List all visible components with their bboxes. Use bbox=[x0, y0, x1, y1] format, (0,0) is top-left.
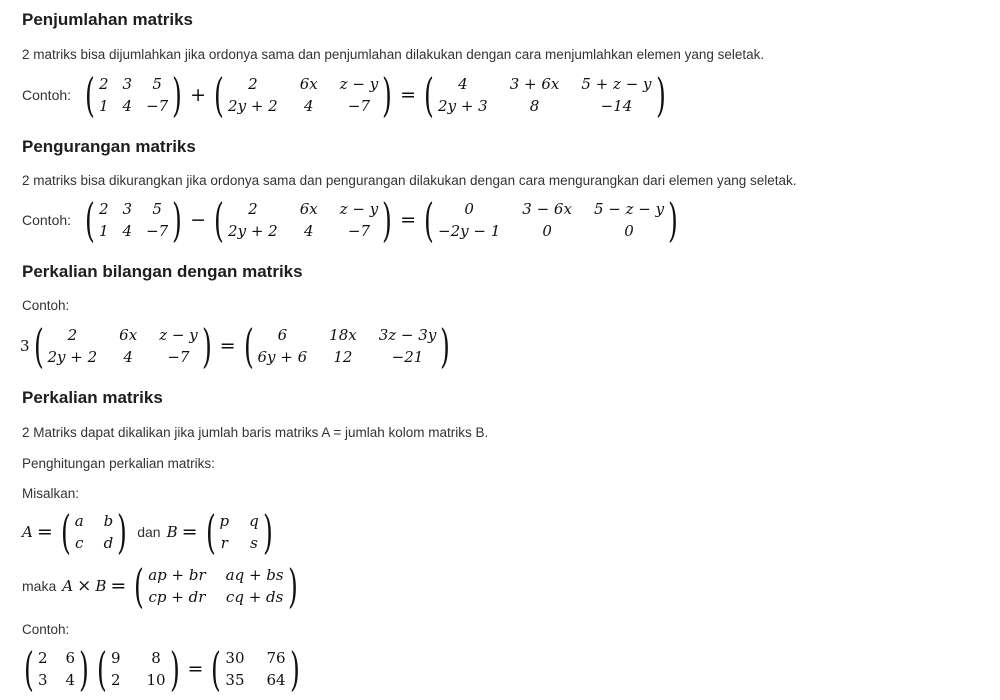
parenthesis: ( bbox=[205, 505, 216, 559]
parenthesis: ( bbox=[214, 193, 225, 247]
cell: z − y bbox=[339, 200, 379, 218]
scalar: 3 bbox=[20, 337, 30, 355]
parenthesis: ( bbox=[243, 319, 254, 373]
equals-operator: = bbox=[400, 84, 417, 106]
heading-perkalian-matriks: Perkalian matriks bbox=[22, 388, 163, 407]
cell: 4 bbox=[458, 75, 468, 93]
label-misalkan: Misalkan: bbox=[22, 486, 80, 501]
equals-operator: = bbox=[36, 521, 53, 543]
matrix-y bbox=[93, 642, 184, 696]
cell: 4 bbox=[123, 348, 133, 366]
cell: r bbox=[220, 534, 228, 552]
parenthesis: ( bbox=[97, 642, 107, 696]
cell: −7 bbox=[347, 97, 371, 115]
cell: 1 bbox=[99, 97, 109, 115]
parenthesis: ) bbox=[172, 193, 183, 247]
cell: 8 bbox=[151, 649, 161, 667]
var-b: B bbox=[166, 523, 178, 541]
cell: 2 bbox=[67, 326, 78, 344]
matrix-z bbox=[207, 642, 303, 696]
parenthesis: ( bbox=[33, 319, 44, 373]
parenthesis: ) bbox=[262, 505, 273, 559]
label-contoh: Contoh: bbox=[22, 87, 72, 103]
parenthesis: ( bbox=[85, 193, 95, 247]
cell: −7 bbox=[347, 222, 371, 240]
cell: 2y + 3 bbox=[438, 97, 488, 115]
cell: −7 bbox=[167, 348, 190, 366]
parenthesis: ( bbox=[24, 642, 34, 696]
parenthesis: ) bbox=[172, 68, 183, 122]
parenthesis: ) bbox=[201, 319, 212, 373]
parenthesis: ) bbox=[169, 642, 180, 696]
cell: 12 bbox=[333, 348, 353, 366]
cell: 35 bbox=[225, 671, 245, 689]
desc-pengurangan: 2 matriks bisa dikurangkan jika ordonya sama dan pengurangan dilakukan dengan cara mengurangkan dari elemen yang seletak. bbox=[22, 173, 797, 188]
cell: 9 bbox=[110, 649, 121, 667]
cell: c bbox=[74, 534, 84, 552]
heading-penjumlahan: Penjumlahan matriks bbox=[22, 10, 194, 29]
cell: −21 bbox=[391, 348, 424, 366]
matrix-b bbox=[210, 193, 396, 247]
cell: 3 bbox=[122, 75, 133, 93]
plus-operator: + bbox=[190, 84, 207, 106]
matrix-result bbox=[420, 68, 669, 122]
cell: 6y + 6 bbox=[257, 348, 308, 366]
cell: ap + br bbox=[148, 566, 206, 584]
cell: 5 bbox=[152, 200, 162, 218]
example-penjumlahan bbox=[22, 68, 669, 122]
cell: p bbox=[219, 512, 230, 530]
cell: b bbox=[103, 512, 114, 530]
desc-penjumlahan: 2 matriks bisa dijumlahkan jika ordonya sama dan penjumlahan dilakukan dengan cara menjumlahkan elemen yang seletak. bbox=[22, 47, 765, 62]
parenthesis: ) bbox=[79, 642, 89, 696]
cell: 0 bbox=[542, 222, 552, 240]
cell: 2y + 2 bbox=[47, 348, 98, 366]
cell: −7 bbox=[146, 222, 169, 240]
label-contoh: Contoh: bbox=[22, 298, 70, 313]
text-maka: maka bbox=[22, 578, 57, 594]
cell: 2 bbox=[248, 75, 258, 93]
cell: 6x bbox=[119, 326, 138, 344]
parenthesis: ( bbox=[211, 642, 222, 696]
cell: 5 bbox=[152, 75, 162, 93]
cell: −14 bbox=[600, 97, 633, 115]
cell: 6x bbox=[299, 75, 318, 93]
cell: 2 bbox=[248, 200, 258, 218]
cell: 4 bbox=[122, 97, 133, 115]
matrix-a bbox=[81, 193, 186, 247]
cell: z − y bbox=[159, 326, 198, 344]
label-contoh: Contoh: bbox=[22, 622, 70, 637]
label-contoh: Contoh: bbox=[22, 212, 72, 228]
example-perkalian-matriks bbox=[20, 642, 304, 696]
cell: 3 bbox=[37, 671, 48, 689]
cell: cq + ds bbox=[225, 588, 284, 606]
cell: −7 bbox=[146, 97, 169, 115]
parenthesis: ( bbox=[60, 505, 71, 559]
parenthesis: ( bbox=[424, 193, 435, 247]
matrix-b bbox=[210, 68, 396, 122]
cell: 3 bbox=[122, 200, 133, 218]
cell: s bbox=[250, 534, 258, 552]
cell: 4 bbox=[303, 97, 314, 115]
equals-operator: = bbox=[219, 335, 236, 357]
parenthesis: ( bbox=[214, 68, 225, 122]
matrix-product bbox=[130, 559, 301, 613]
cell: 2 bbox=[99, 75, 109, 93]
cell: 76 bbox=[266, 649, 286, 667]
cell: 2 bbox=[99, 200, 109, 218]
parenthesis: ) bbox=[655, 68, 666, 122]
equals-operator: = bbox=[187, 658, 204, 680]
cell: 3 − 6x bbox=[522, 200, 572, 218]
parenthesis: ) bbox=[287, 559, 298, 613]
var-b: B bbox=[95, 577, 107, 595]
matrix-result bbox=[420, 193, 682, 247]
cell: 64 bbox=[266, 671, 286, 689]
cell: 30 bbox=[225, 649, 245, 667]
var-a: A bbox=[62, 577, 74, 595]
times-operator: × bbox=[77, 576, 92, 596]
cell: 2 bbox=[110, 671, 121, 689]
example-perkalian-bilangan bbox=[20, 319, 454, 373]
definition-a-b bbox=[22, 505, 277, 559]
parenthesis: ( bbox=[85, 68, 95, 122]
cell: z − y bbox=[339, 75, 379, 93]
cell: 5 − z − y bbox=[593, 200, 665, 218]
cell: 0 bbox=[624, 222, 634, 240]
parenthesis: ) bbox=[382, 193, 393, 247]
matrix-b bbox=[30, 319, 216, 373]
equals-operator: = bbox=[400, 209, 417, 231]
parenthesis: ( bbox=[424, 68, 435, 122]
desc-penghitungan: Penghitungan perkalian matriks: bbox=[22, 456, 215, 471]
cell: 2y + 2 bbox=[228, 222, 278, 240]
example-pengurangan bbox=[22, 193, 682, 247]
text-dan: dan bbox=[137, 524, 161, 540]
cell: 2y + 2 bbox=[228, 97, 278, 115]
cell: aq + bs bbox=[225, 566, 284, 584]
cell: 4 bbox=[303, 222, 314, 240]
cell: 4 bbox=[122, 222, 133, 240]
cell: 5 + z − y bbox=[581, 75, 652, 93]
parenthesis: ) bbox=[117, 505, 128, 559]
minus-operator: − bbox=[190, 209, 207, 231]
cell: 0 bbox=[464, 200, 474, 218]
matrix-result bbox=[240, 319, 455, 373]
matrix-a bbox=[81, 68, 186, 122]
parenthesis: ( bbox=[134, 559, 145, 613]
var-a: A bbox=[22, 523, 33, 541]
cell: q bbox=[249, 512, 259, 530]
cell: d bbox=[103, 534, 114, 552]
cell: 6 bbox=[65, 649, 76, 667]
matrix-x bbox=[20, 642, 93, 696]
parenthesis: ) bbox=[668, 193, 678, 247]
parenthesis: ) bbox=[382, 68, 393, 122]
cell: 2 bbox=[37, 649, 48, 667]
cell: 8 bbox=[529, 97, 540, 115]
desc-perkalian-matriks: 2 Matriks dapat dikalikan jika jumlah baris matriks A = jumlah kolom matriks B. bbox=[22, 425, 489, 440]
matrix-b bbox=[202, 505, 277, 559]
matrix-a bbox=[57, 505, 131, 559]
heading-pengurangan: Pengurangan matriks bbox=[22, 137, 196, 156]
equals-operator: = bbox=[181, 521, 198, 543]
parenthesis: ) bbox=[289, 642, 300, 696]
cell: 3z − 3y bbox=[378, 326, 437, 344]
cell: 4 bbox=[65, 671, 76, 689]
cell: 6 bbox=[277, 326, 288, 344]
cell: cp + dr bbox=[148, 588, 206, 606]
product-formula bbox=[22, 559, 302, 613]
heading-perkalian-bilangan: Perkalian bilangan dengan matriks bbox=[22, 262, 303, 281]
cell: 6x bbox=[299, 200, 318, 218]
cell: 1 bbox=[99, 222, 109, 240]
cell: 10 bbox=[146, 671, 166, 689]
cell: −2y − 1 bbox=[438, 222, 501, 240]
cell: 3 + 6x bbox=[509, 75, 560, 93]
parenthesis: ) bbox=[440, 319, 451, 373]
equals-operator: = bbox=[110, 575, 127, 597]
cell: a bbox=[74, 512, 84, 530]
cell: 18x bbox=[329, 326, 357, 344]
